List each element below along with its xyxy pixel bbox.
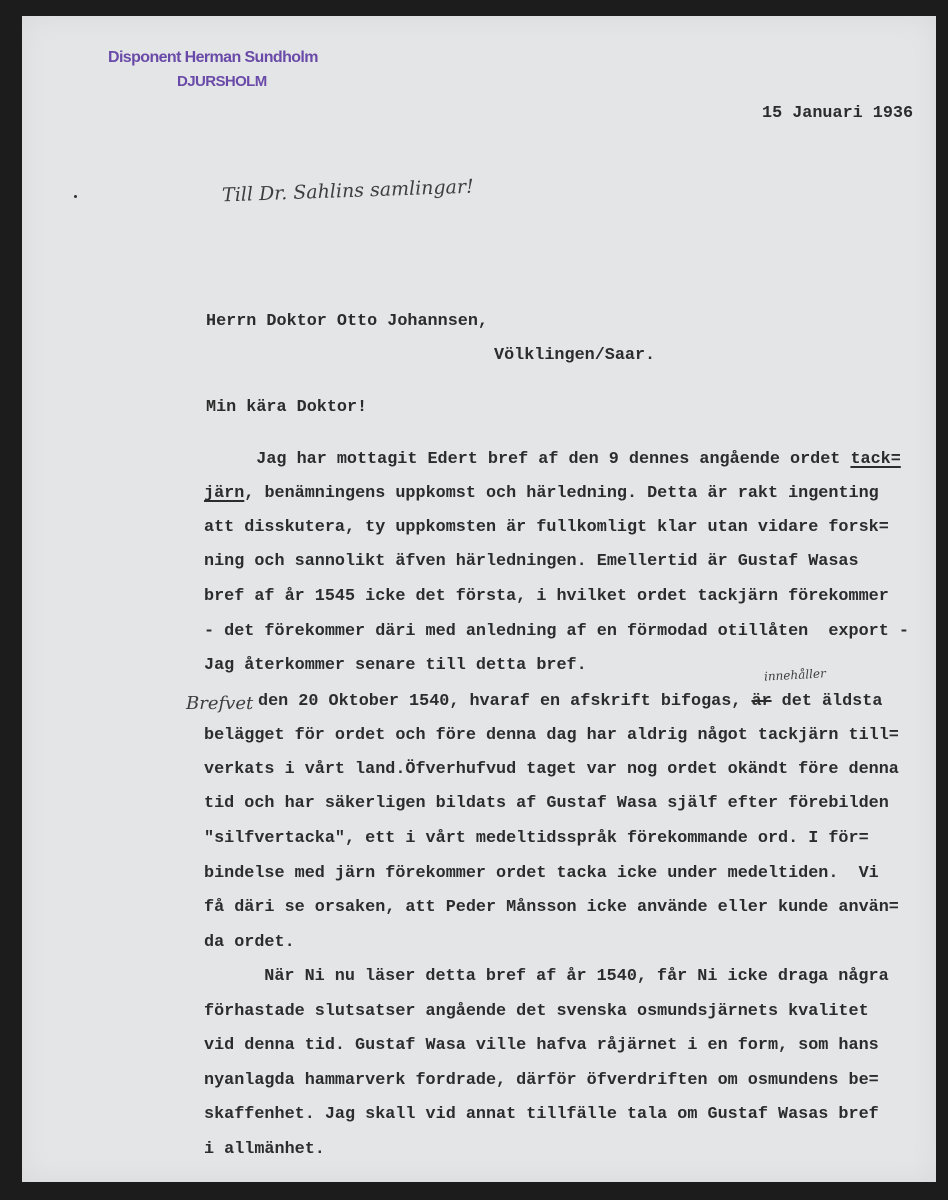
para2-line7: få däri se orsaken, att Peder Månsson icke använde eller kunde använ= <box>204 898 899 917</box>
para3-line5: skaffenhet. Jag skall vid annat tillfälle tala om Gustaf Wasas bref <box>204 1105 879 1124</box>
para3-line4: nyanlagda hammarverk fordrade, därför öfverdriften om osmundens be= <box>204 1071 879 1090</box>
para3-line1: När Ni nu läser detta bref af år 1540, får Ni icke draga några <box>224 967 889 986</box>
para1-line4: ning och sannolikt äfven härledningen. Emellertid är Gustaf Wasas <box>204 552 859 571</box>
handwritten-insertion: innehåller <box>763 666 827 684</box>
handwritten-note: Till Dr. Sahlins samlingar! <box>221 175 475 207</box>
para3-line6: i allmänhet. <box>204 1140 325 1159</box>
salutation: Min kära Doktor! <box>206 398 368 417</box>
para2-line5: "silfvertacka", ett i vårt medeltidsspråk förekommande ord. I för= <box>204 829 869 848</box>
para1-line5: bref af år 1545 icke det första, i hvilket ordet tackjärn förekommer <box>204 587 889 606</box>
para2-line8: da ordet. <box>204 933 295 952</box>
letter-date: 15 Januari 1936 <box>762 104 914 123</box>
address-line-2: Völklingen/Saar. <box>494 346 656 365</box>
para3-line3: vid denna tid. Gustaf Wasa ville hafva råjärnet i en form, som hans <box>204 1036 879 1055</box>
para1-line2: järn, benämningens uppkomst och härledning. Detta är rakt ingenting <box>204 484 879 503</box>
para2-line1: den 20 Oktober 1540, hvaraf en afskrift bifogas, är det äldsta <box>258 692 883 711</box>
para1-line6: - det förekommer däri med anledning af en förmodad otillåten export - <box>204 622 909 641</box>
para2-line2: belägget för ordet och före denna dag har aldrig något tackjärn till= <box>204 726 899 745</box>
sender-stamp-line1: Disponent Herman Sundholm <box>108 49 318 66</box>
para2-line6: bindelse med järn förekommer ordet tacka icke under medeltiden. Vi <box>204 864 879 883</box>
para1-line7: Jag återkommer senare till detta bref. <box>204 656 587 675</box>
para3-line2: förhastade slutsatser angående det svenska osmundsjärnets kvalitet <box>204 1002 869 1021</box>
handwritten-margin-word: Brefvet <box>186 693 254 714</box>
para2-line3: verkats i vårt land.Öfverhufvud taget var nog ordet okändt före denna <box>204 760 899 779</box>
sender-stamp-line2: DJURSHOLM <box>177 73 267 90</box>
para1-line1: Jag har mottagit Edert bref af den 9 dennes angående ordet tack= <box>216 450 901 469</box>
para2-line4: tid och har säkerligen bildats af Gustaf Wasa själf efter förebilden <box>204 794 889 813</box>
margin-mark <box>74 195 77 198</box>
address-line-1: Herrn Doktor Otto Johannsen, <box>206 312 488 331</box>
para1-line3: att disskutera, ty uppkomsten är fullkomligt klar utan vidare forsk= <box>204 518 889 537</box>
